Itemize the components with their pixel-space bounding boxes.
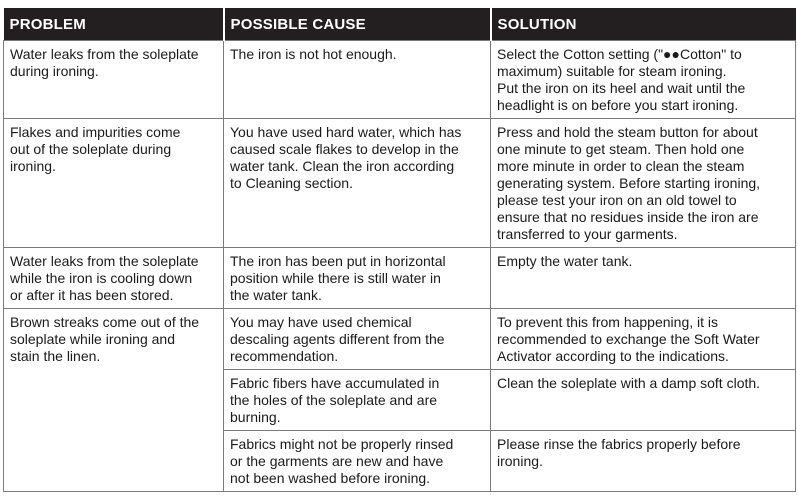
solution-text: Clean the soleplate with a damp soft cloth.	[497, 375, 761, 391]
table-row	[4, 248, 796, 309]
problem-cell	[4, 309, 224, 492]
header-row	[4, 8, 796, 41]
problem-text: Flakes and impurities come out of the soleplate during ironing.	[10, 124, 181, 174]
solution-cell	[491, 370, 796, 431]
problem-cell	[4, 41, 224, 119]
problem-cell	[4, 248, 224, 309]
header-possible-cause: POSSIBLE CAUSE	[224, 8, 491, 41]
solution-cell	[491, 309, 796, 370]
table-row	[4, 309, 796, 370]
cause-cell	[224, 248, 491, 309]
problem-cell	[4, 119, 224, 248]
problem-text: Brown streaks come out of the soleplate while ironing and stain the linen.	[10, 314, 200, 364]
solution-text: Press and hold the steam button for about one minute to get steam. Then hold one more minute in order to clean the steam generating system. Before starting ironing, please test your iron on an old towel to ensure that no residues inside the iron are transferred to your garments.	[497, 124, 761, 242]
solution-cell	[491, 248, 796, 309]
solution-text: To prevent this from happening, it is recommended to exchange the Soft Water Activator according to the indications.	[497, 314, 760, 364]
table-row	[4, 41, 796, 119]
solution-cell	[491, 431, 796, 492]
cause-cell	[224, 309, 491, 370]
troubleshooting-table	[3, 8, 796, 492]
header-solution: SOLUTION	[491, 8, 796, 41]
cause-cell	[224, 431, 491, 492]
cause-cell	[224, 119, 491, 248]
solution-text: Please rinse the fabrics properly before ironing.	[497, 436, 741, 469]
cause-text: The iron is not hot enough.	[230, 46, 397, 62]
troubleshooting-table-container	[3, 8, 795, 492]
solution-text: Empty the water tank.	[497, 253, 633, 269]
cause-text: Fabrics might not be properly rinsed or the garments are new and have not been washed before ironing.	[230, 436, 454, 486]
solution-cell	[491, 119, 796, 248]
cause-cell	[224, 41, 491, 119]
solution-text: Select the Cotton setting ("●●Cotton" to maximum) suitable for steam ironing. Put the iron on its heel and wait until the headlight is on before you start ironing.	[497, 46, 746, 113]
header-problem: PROBLEM	[4, 8, 224, 41]
cause-cell	[224, 370, 491, 431]
table-row	[4, 119, 796, 248]
cause-text: You have used hard water, which has caused scale flakes to develop in the water tank. Clean the iron according to Cleaning section.	[230, 124, 462, 191]
problem-text: Water leaks from the soleplate during ironing.	[10, 46, 199, 79]
cause-text: Fabric fibers have accumulated in the holes of the soleplate and are burning.	[230, 375, 440, 425]
solution-cell	[491, 41, 796, 119]
problem-text: Water leaks from the soleplate while the iron is cooling down or after it has been stored.	[10, 253, 199, 303]
cause-text: The iron has been put in horizontal position while there is still water in the water tank.	[230, 253, 446, 303]
cause-text: You may have used chemical descaling agents different from the recommendation.	[230, 314, 445, 364]
